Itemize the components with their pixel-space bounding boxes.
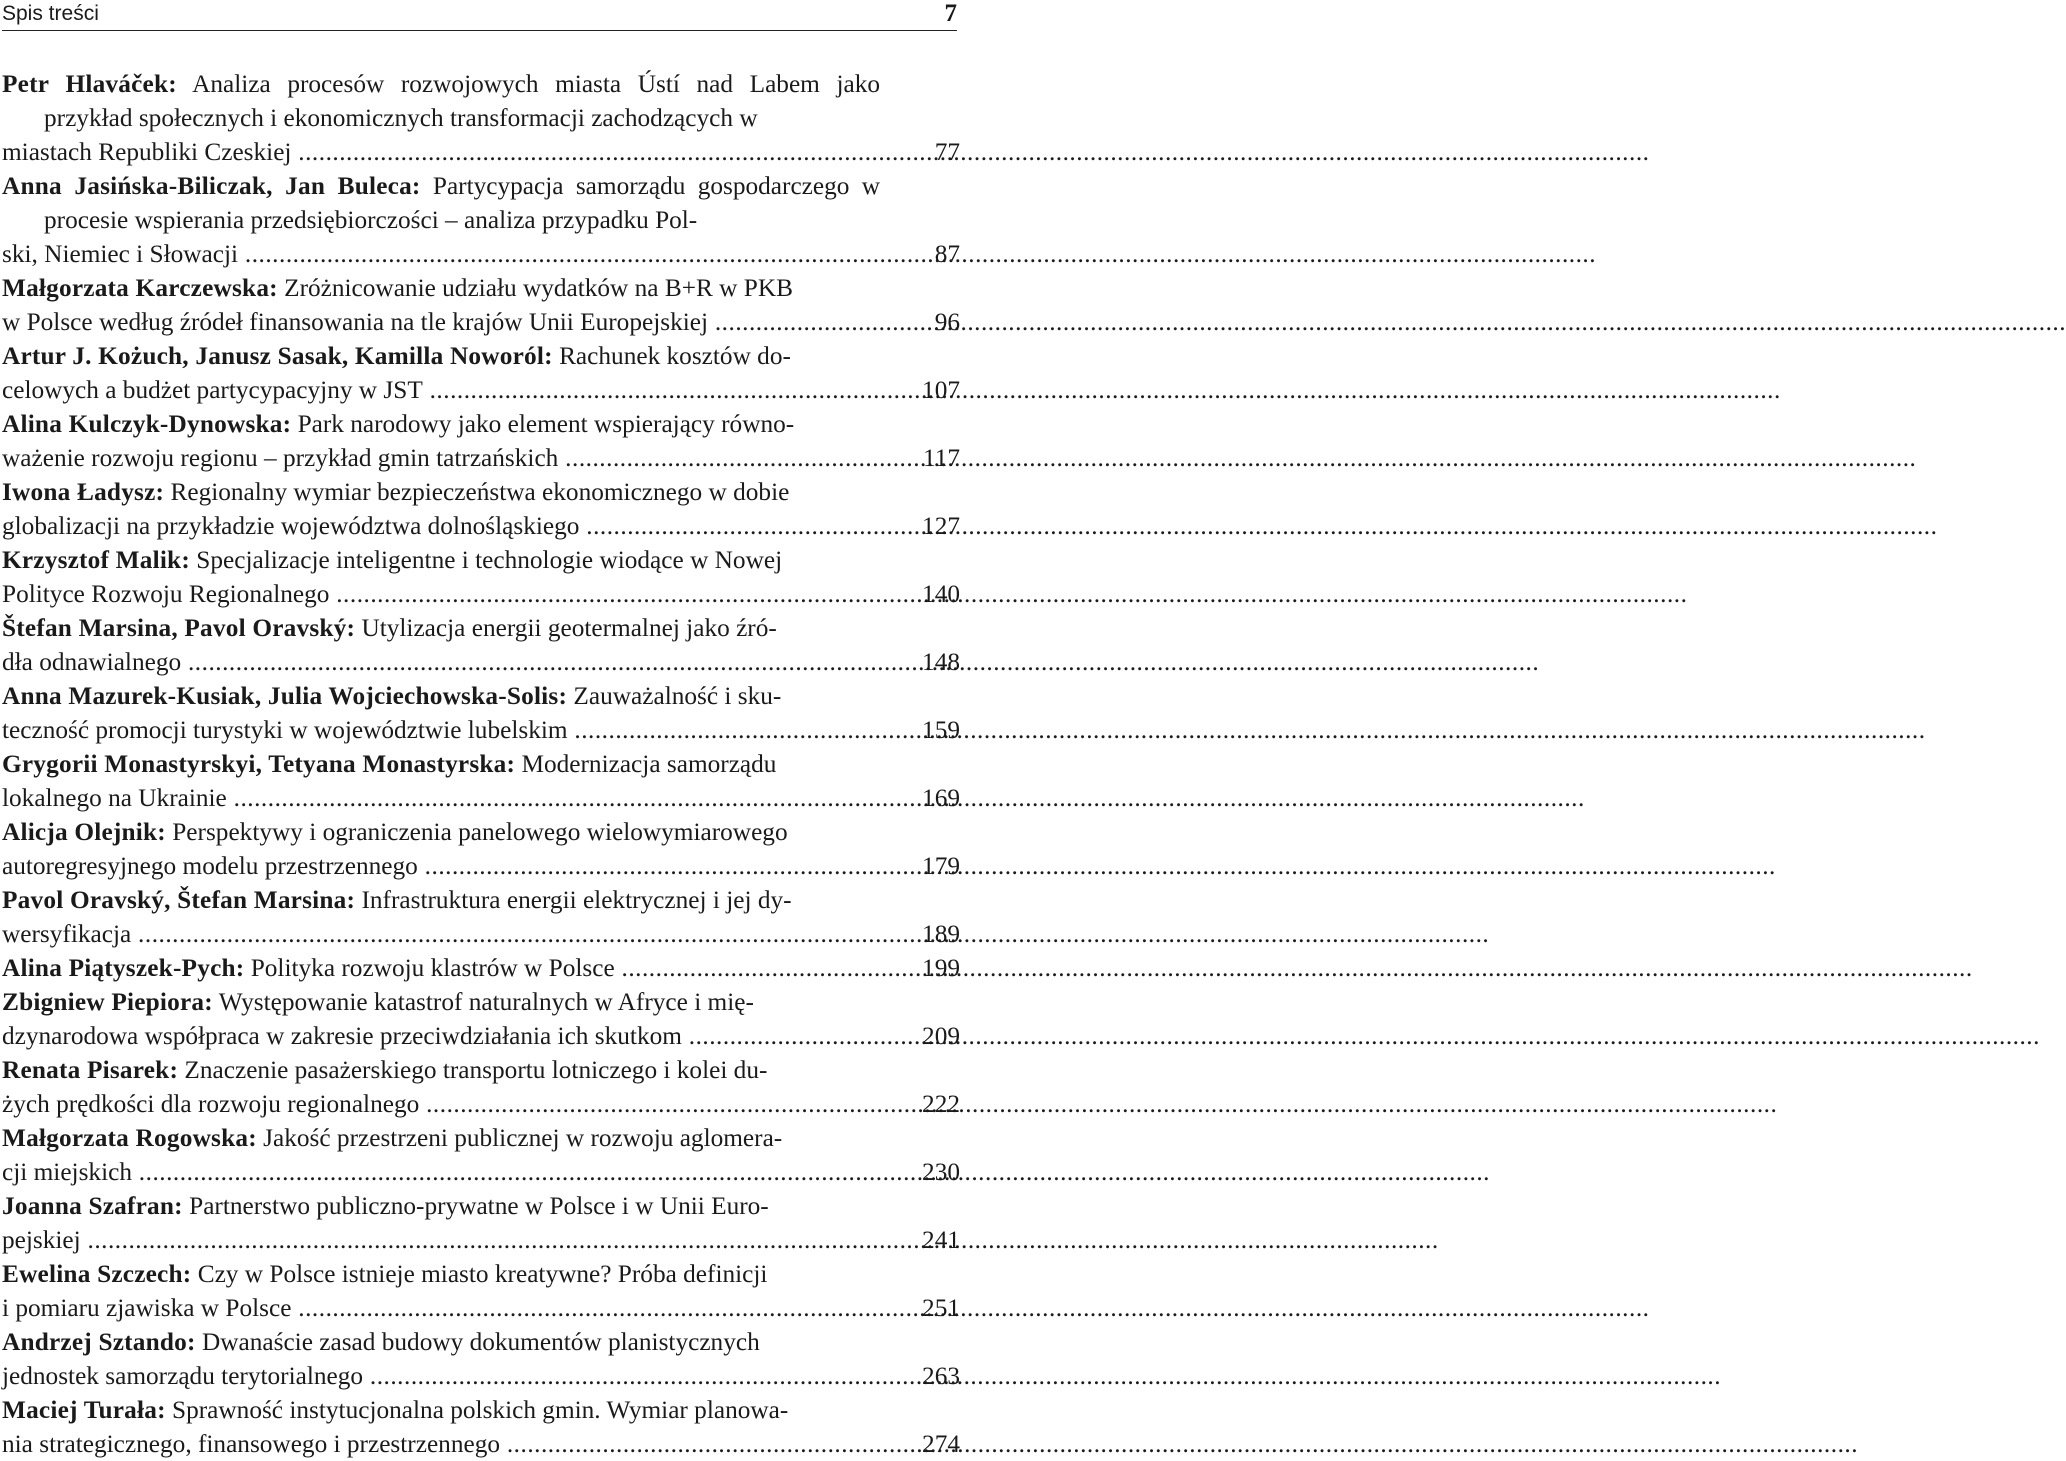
toc-entry-author: Małgorzata Rogowska: xyxy=(2,1124,257,1152)
header-page-number: 7 xyxy=(944,0,957,27)
running-header xyxy=(2,0,957,31)
toc-entry-title: Modernizacja samorządu xyxy=(521,750,777,778)
toc-entry-title-last-line: dzynarodowa współpraca w zakresie przeciwdziałania ich skutkom ..... xyxy=(44,1019,880,1053)
toc-entry-author: Andrzej Sztando: xyxy=(2,1328,196,1356)
toc-entry-author: Alicja Olejnik: xyxy=(2,818,166,846)
toc-entry-title-last-line: w Polsce według źródeł finansowania na tle krajów Unii Europejskiej ..... xyxy=(44,305,880,339)
toc-entry xyxy=(2,1257,960,1325)
toc-entry-title: Partnerstwo publiczno-prywatne w Polsce i w Unii Euro- xyxy=(189,1192,769,1220)
toc-entry-page-number: 77 xyxy=(934,138,960,166)
toc-entry-author: Krzysztof Malik: xyxy=(2,546,190,574)
toc-entry-title-last-line: miastach Republiki Czeskiej ..... xyxy=(44,135,880,169)
toc-entry-page-number: 263 xyxy=(922,1362,960,1390)
toc-entry-author: Ewelina Szczech: xyxy=(2,1260,192,1288)
toc-entry xyxy=(2,67,960,169)
toc-entry-title-last-line: żych prędkości dla rozwoju regionalnego ..... xyxy=(44,1087,880,1121)
toc-entry-title-last-line: globalizacji na przykładzie województwa dolnośląskiego ..... xyxy=(44,509,880,543)
header-title: Spis treści xyxy=(2,2,99,25)
toc-entry-page-number: 117 xyxy=(922,444,960,472)
toc-entry-author: Petr Hlaváček: xyxy=(2,70,177,98)
toc-entry-author: Pavol Oravský, Štefan Marsina: xyxy=(2,886,356,914)
toc-entry xyxy=(2,271,960,339)
toc-entry-title: Sprawność instytucjonalna polskich gmin. Wymiar planowa- xyxy=(172,1396,789,1424)
toc-entry xyxy=(2,747,960,815)
toc-entry-page-number: 189 xyxy=(922,920,960,948)
toc-entry-page-number: 230 xyxy=(922,1158,960,1186)
toc-entry-page-number: 241 xyxy=(922,1226,960,1254)
toc-entry xyxy=(2,339,960,407)
toc-entry-title: Znaczenie pasażerskiego transportu lotniczego i kolei du- xyxy=(184,1056,768,1084)
toc-entry-title: Infrastruktura energii elektrycznej i jej dy- xyxy=(361,886,792,914)
toc-entry-title: Analiza procesów rozwojowych miasta Ústí nad Labem jako przykład społecznych i ekonomicznych transformacji zachodzących w xyxy=(44,70,880,132)
toc-entry xyxy=(2,679,960,747)
toc-entry-title-last-line: i pomiaru zjawiska w Polsce ..... xyxy=(44,1291,880,1325)
toc-entry-title-last-line: celowych a budżet partycypacyjny w JST ..... xyxy=(44,373,880,407)
toc-entry-title-last-line: autoregresyjnego modelu przestrzennego ..... xyxy=(44,849,880,883)
toc-entry-page-number: 159 xyxy=(922,716,960,744)
toc-entry xyxy=(2,475,960,543)
table-of-contents xyxy=(2,67,960,1461)
toc-entry-page-number: 127 xyxy=(922,512,960,540)
toc-entry-author: Maciej Turała: xyxy=(2,1396,166,1424)
toc-entry-author: Zbigniew Piepiora: xyxy=(2,988,213,1016)
toc-entry-author: Małgorzata Karczewska: xyxy=(2,274,278,302)
toc-entry-title: Regionalny wymiar bezpieczeństwa ekonomicznego w dobie xyxy=(170,478,790,506)
toc-entry-author: Anna Mazurek-Kusiak, Julia Wojciechowska-Solis: xyxy=(2,682,568,710)
toc-entry xyxy=(2,169,960,271)
toc-entry xyxy=(2,985,960,1053)
toc-entry-title-last-line: nia strategicznego, finansowego i przestrzennego ..... xyxy=(44,1427,880,1461)
toc-entry-title-last-line: jednostek samorządu terytorialnego ..... xyxy=(44,1359,880,1393)
toc-entry xyxy=(2,611,960,679)
toc-entry-page-number: 199 xyxy=(922,954,960,982)
toc-entry-title: Czy w Polsce istnieje miasto kreatywne? Próba definicji xyxy=(197,1260,768,1288)
toc-entry-title: Dwanaście zasad budowy dokumentów planistycznych xyxy=(201,1328,760,1356)
toc-entry-title-last-line: cji miejskich ..... xyxy=(44,1155,880,1189)
toc-entry-title: Perspektywy i ograniczenia panelowego wielowymiarowego xyxy=(172,818,788,846)
toc-entry xyxy=(2,1325,960,1393)
toc-entry-author: Alina Kulczyk-Dynowska: xyxy=(2,410,292,438)
toc-entry-page-number: 251 xyxy=(922,1294,960,1322)
toc-entry-title: Partycypacja samorządu gospodarczego w procesie wspierania przedsiębiorczości – analiza przypadku Pol- xyxy=(44,172,881,234)
toc-entry-title-last-line: pejskiej ..... xyxy=(44,1223,880,1257)
toc-entry-title-last-line: lokalnego na Ukrainie ..... xyxy=(44,781,880,815)
toc-entry xyxy=(2,883,960,951)
toc-entry xyxy=(2,815,960,883)
toc-entry-title: Jakość przestrzeni publicznej w rozwoju aglomera- xyxy=(263,1124,783,1152)
toc-entry-author: Grygorii Monastyrskyi, Tetyana Monastyrska: xyxy=(2,750,516,778)
toc-entry-title-last-line: teczność promocji turystyki w województwie lubelskim ..... xyxy=(44,713,880,747)
toc-entry-page-number: 179 xyxy=(922,852,960,880)
toc-entry-title: Zauważalność i sku- xyxy=(573,682,782,710)
toc-entry-author: Joanna Szafran: xyxy=(2,1192,183,1220)
toc-entry-title-last-line: Polityce Rozwoju Regionalnego ..... xyxy=(44,577,880,611)
toc-entry xyxy=(2,543,960,611)
toc-entry-author: Iwona Ładysz: xyxy=(2,478,165,506)
toc-entry-title-last-line xyxy=(2,951,880,985)
toc-entry-title: Zróżnicowanie udziału wydatków na B+R w PKB xyxy=(284,274,793,302)
toc-entry xyxy=(2,951,960,985)
toc-entry-title-last-line: dła odnawialnego ..... xyxy=(44,645,880,679)
toc-entry-title: Rachunek kosztów do- xyxy=(559,342,791,370)
toc-entry-page-number: 87 xyxy=(934,240,960,268)
toc-entry-author: Anna Jasińska-Biliczak, Jan Buleca: xyxy=(2,172,421,200)
toc-entry-title-last-line: wersyfikacja ..... xyxy=(44,917,880,951)
toc-entry xyxy=(2,1393,960,1461)
toc-entry-title-last-line: ważenie rozwoju regionu – przykład gmin tatrzańskich ..... xyxy=(44,441,880,475)
toc-entry-page-number: 169 xyxy=(922,784,960,812)
toc-entry-title: Park narodowy jako element wspierający równo- xyxy=(297,410,795,438)
toc-entry-title-last-line: ski, Niemiec i Słowacji ..... xyxy=(44,237,880,271)
toc-entry-title: Polityka rozwoju klastrów w Polsce xyxy=(250,954,615,982)
toc-entry xyxy=(2,1053,960,1121)
toc-entry-title: Specjalizacje inteligentne i technologie wiodące w Nowej xyxy=(196,546,783,574)
toc-entry xyxy=(2,407,960,475)
toc-entry-title: Utylizacja energii geotermalnej jako źró- xyxy=(361,614,777,642)
toc-entry-author: Alina Piątyszek-Pych: xyxy=(2,954,245,982)
toc-entry-page-number: 222 xyxy=(922,1090,960,1118)
toc-entry-title: Występowanie katastrof naturalnych w Afryce i mię- xyxy=(218,988,754,1016)
toc-entry xyxy=(2,1121,960,1189)
toc-entry-author: Renata Pisarek: xyxy=(2,1056,179,1084)
toc-entry xyxy=(2,1189,960,1257)
toc-entry-page-number: 140 xyxy=(922,580,960,608)
toc-entry-page-number: 209 xyxy=(922,1022,960,1050)
toc-entry-author: Artur J. Kożuch, Janusz Sasak, Kamilla Noworól: xyxy=(2,342,553,370)
toc-entry-page-number: 148 xyxy=(922,648,960,676)
toc-entry-page-number: 274 xyxy=(922,1430,960,1458)
toc-entry-author: Štefan Marsina, Pavol Oravský: xyxy=(2,614,356,642)
toc-entry-page-number: 107 xyxy=(922,376,960,404)
toc-entry-page-number: 96 xyxy=(934,308,960,336)
